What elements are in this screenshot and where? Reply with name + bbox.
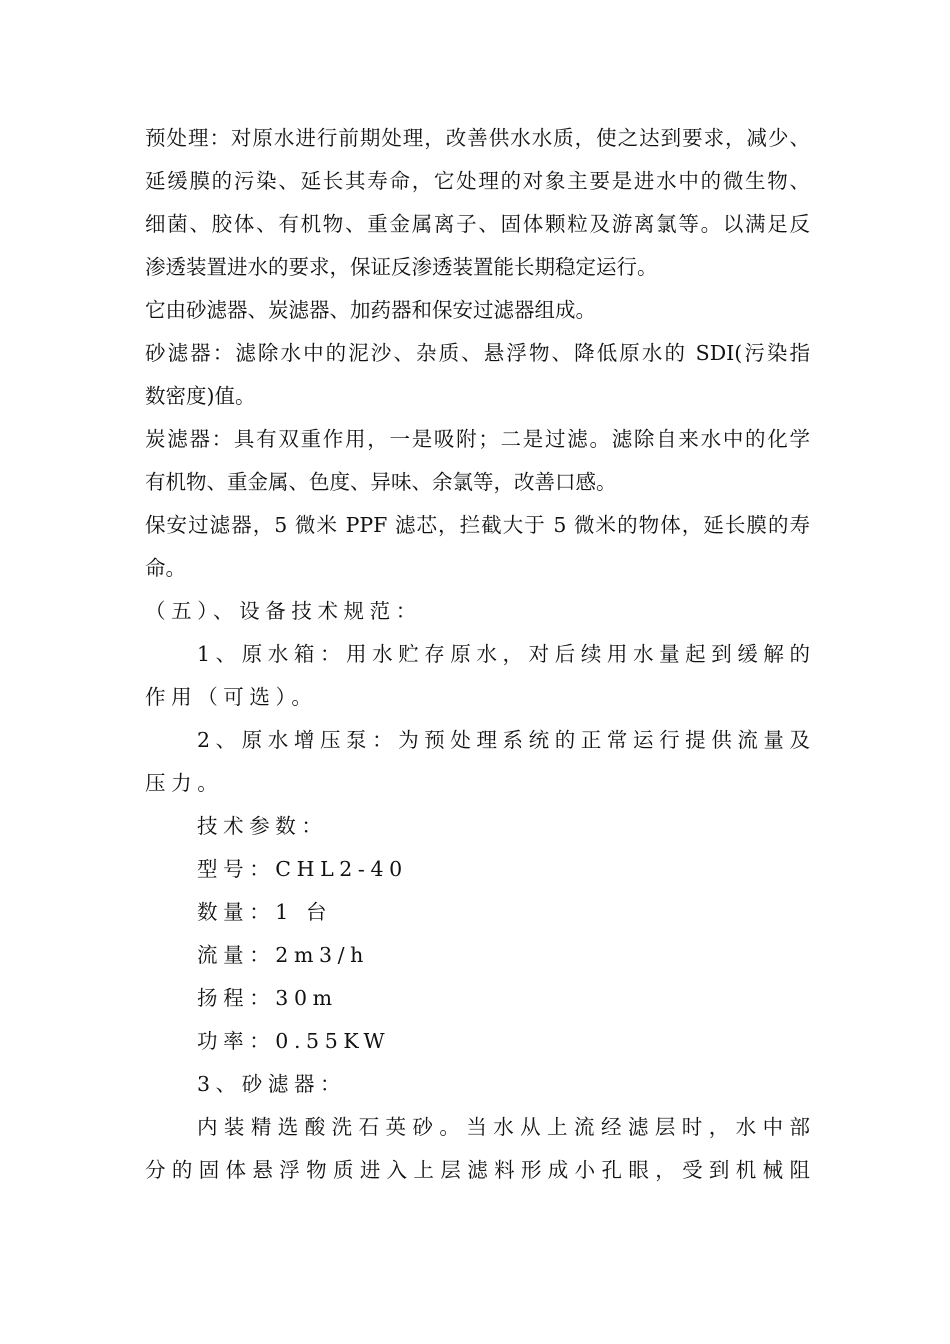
text-line: 命。: [145, 556, 186, 580]
text-line: 分的固体悬浮物质进入上层滤料形成小孔眼，受到机械阻: [145, 1158, 810, 1182]
text-line: 保安过滤器，5 微米 PPF 滤芯，拦截大于 5 微米的物体，延长膜的寿: [145, 513, 810, 537]
spec-flow: 流量：2m3/h: [197, 943, 369, 967]
section-heading: （五）、设备技术规范：: [145, 599, 422, 623]
text-line: 细菌、胶体、有机物、重金属离子、固体颗粒及游离氯等。以满足反: [145, 212, 810, 236]
text-line: 预处理：对原水进行前期处理，改善供水水质，使之达到要求，减少、: [145, 126, 810, 150]
spec-model: 型号：CHL2-40: [197, 857, 408, 881]
subsection-heading: 3、砂滤器：: [197, 1072, 347, 1096]
text-line: 数密度)值。: [145, 384, 256, 408]
spec-head: 扬程：30m: [197, 986, 338, 1010]
spec-heading: 技术参数：: [197, 814, 328, 838]
text-line: 延缓膜的污染、延长其寿命，它处理的对象主要是进水中的微生物、: [145, 169, 810, 193]
text-line: 渗透装置进水的要求，保证反渗透装置能长期稳定运行。: [145, 255, 658, 279]
text-line: 作用（可选）。: [145, 685, 318, 709]
spec-quantity: 数量：1 台: [197, 900, 333, 924]
text-line: 压力。: [145, 771, 224, 795]
spec-power: 功率：0.55KW: [197, 1029, 391, 1053]
text-line: 2、原水增压泵：为预处理系统的正常运行提供流量及: [197, 728, 810, 752]
text-line: 有机物、重金属、色度、异味、余氯等，改善口感。: [145, 470, 617, 494]
text-line: 1、原水箱：用水贮存原水，对后续用水量起到缓解的: [197, 642, 810, 666]
text-line: 它由砂滤器、炭滤器、加药器和保安过滤器组成。: [145, 298, 596, 322]
text-line: 内装精选酸洗石英砂。当水从上流经滤层时，水中部: [197, 1115, 810, 1139]
text-line: 炭滤器：具有双重作用，一是吸附；二是过滤。滤除自来水中的化学: [145, 427, 810, 451]
text-line: 砂滤器：滤除水中的泥沙、杂质、悬浮物、降低原水的 SDI(污染指: [145, 341, 810, 365]
